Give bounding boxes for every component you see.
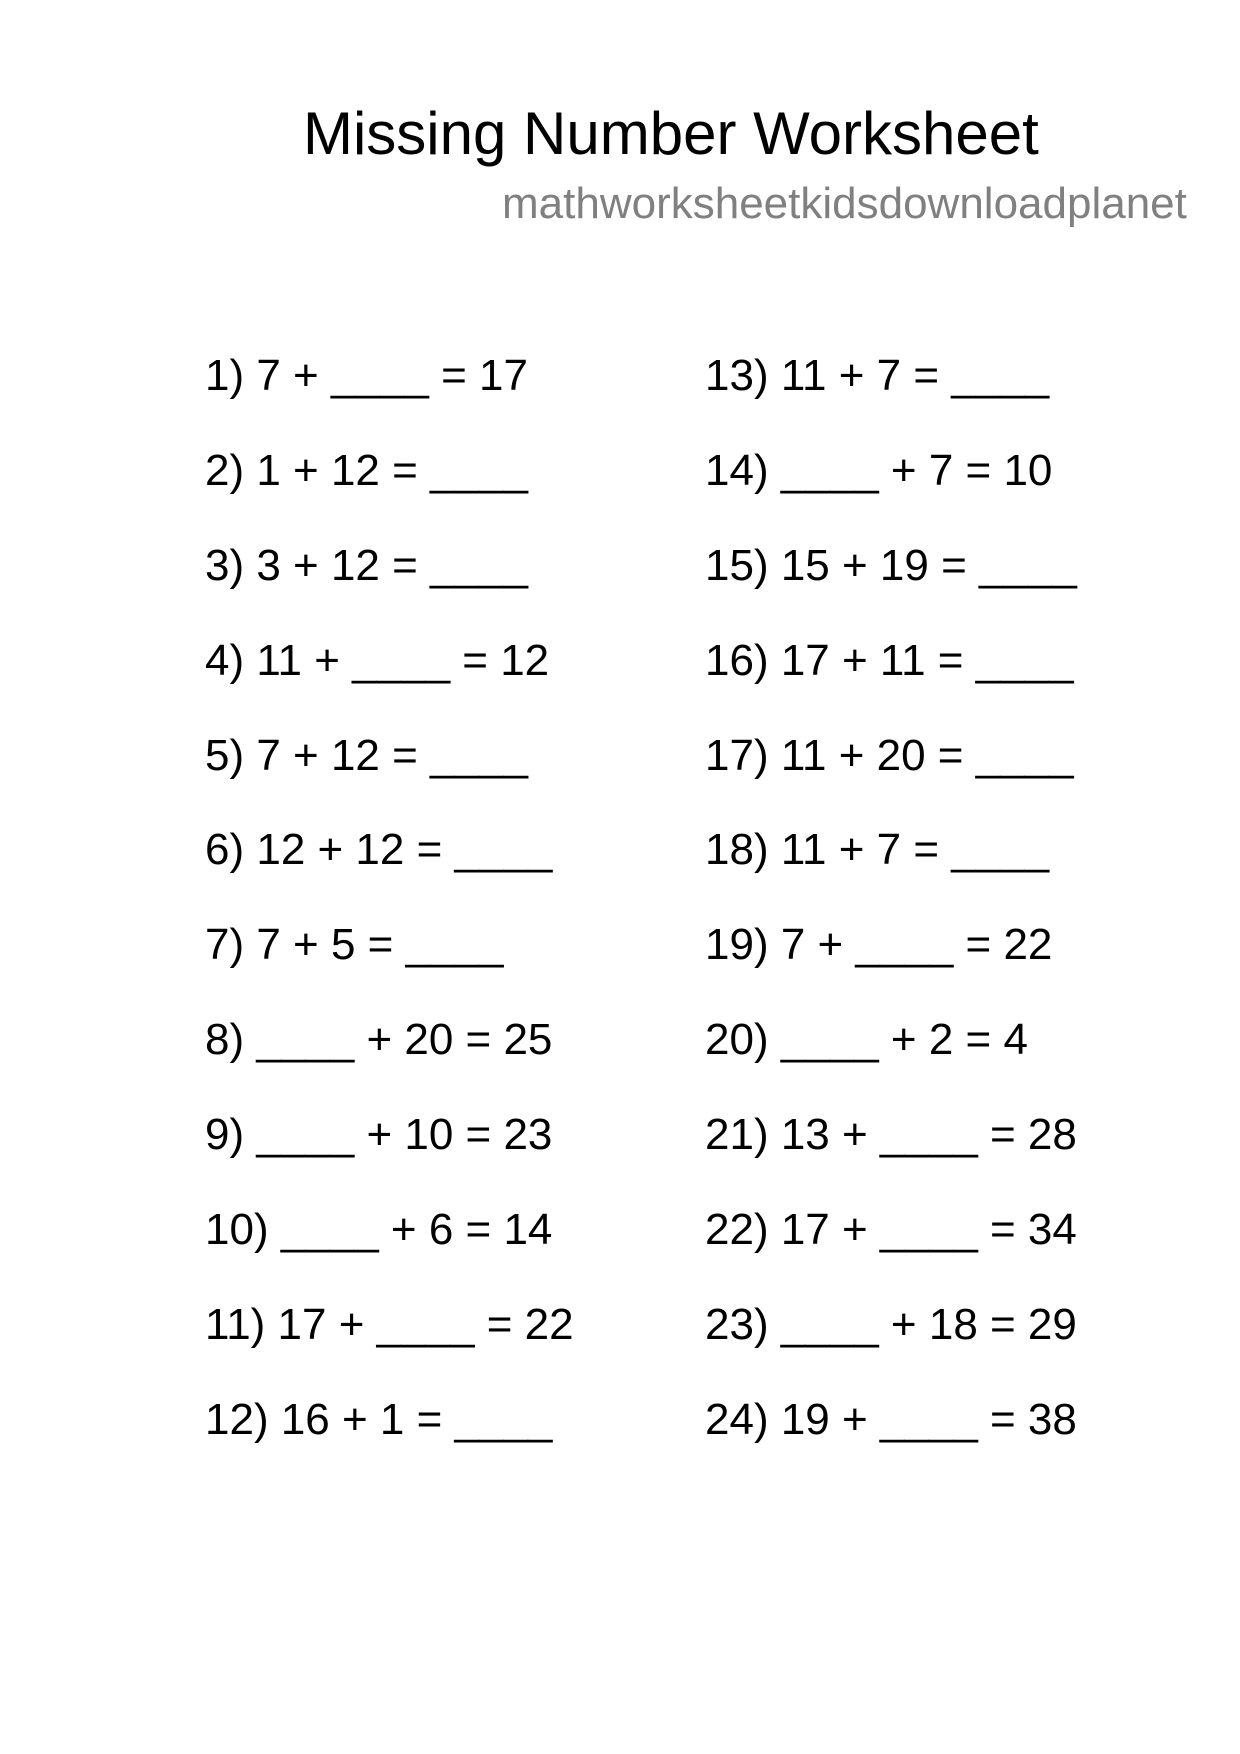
problem-column-left xyxy=(205,351,574,1493)
problem-2: 2) 1 + 12 = ____ xyxy=(205,445,528,495)
problem-8: 8) ____ + 20 = 25 xyxy=(205,1015,553,1065)
problem-7: 7) 7 + 5 = ____ xyxy=(205,920,504,970)
problem-18: 18) 11 + 7 = ____ xyxy=(705,825,1050,875)
problem-14: 14) ____ + 7 = 10 xyxy=(705,445,1053,495)
problem-9: 9) ____ + 10 = 23 xyxy=(205,1110,553,1160)
problem-6: 6) 12 + 12 = ____ xyxy=(205,825,553,875)
problem-10: 10) ____ + 6 = 14 xyxy=(205,1205,553,1255)
problem-1: 1) 7 + ____ = 17 xyxy=(205,351,528,400)
problem-17: 17) 11 + 20 = ____ xyxy=(705,730,1074,780)
problem-11: 11) 17 + ____ = 22 xyxy=(205,1299,574,1349)
problem-5: 5) 7 + 12 = ____ xyxy=(205,730,528,780)
worksheet-source-watermark: mathworksheetkidsdownloadplanet xyxy=(502,179,1187,228)
problem-15: 15) 15 + 19 = ____ xyxy=(705,540,1077,590)
worksheet-title: Missing Number Worksheet xyxy=(303,100,1039,167)
problem-4: 4) 11 + ____ = 12 xyxy=(205,635,550,685)
problem-12: 12) 16 + 1 = ____ xyxy=(205,1394,553,1444)
problem-3: 3) 3 + 12 = ____ xyxy=(205,540,528,590)
problem-24: 24) 19 + ____ = 38 xyxy=(705,1394,1077,1444)
problem-23: 23) ____ + 18 = 29 xyxy=(705,1299,1077,1349)
problem-16: 16) 17 + 11 = ____ xyxy=(705,635,1074,685)
problem-column-right xyxy=(705,351,1077,1493)
problem-13: 13) 11 + 7 = ____ xyxy=(705,351,1050,400)
problem-20: 20) ____ + 2 = 4 xyxy=(705,1015,1028,1065)
problem-19: 19) 7 + ____ = 22 xyxy=(705,920,1053,970)
problem-21: 21) 13 + ____ = 28 xyxy=(705,1110,1077,1160)
problem-22: 22) 17 + ____ = 34 xyxy=(705,1205,1077,1255)
